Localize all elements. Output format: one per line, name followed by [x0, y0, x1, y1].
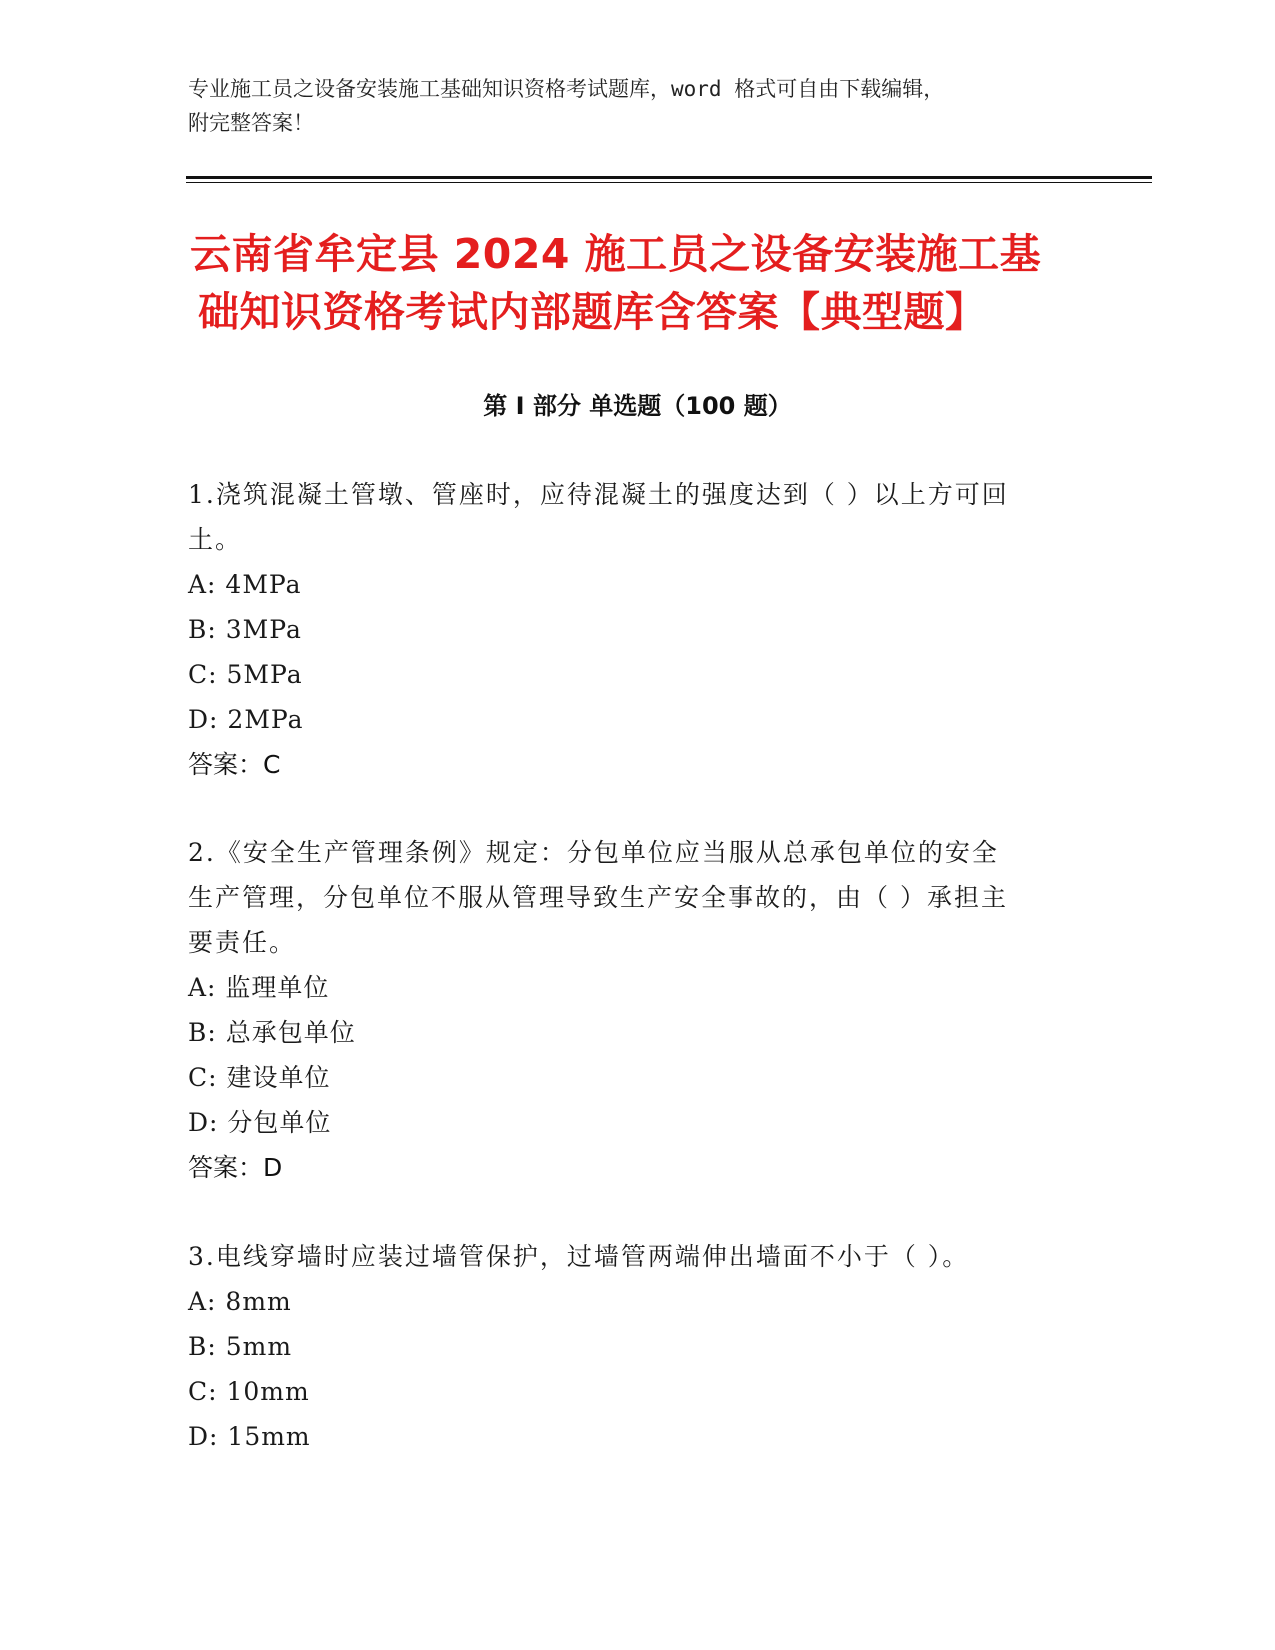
option-c: C: 5MPa	[188, 660, 303, 689]
header-divider-thick	[186, 176, 1152, 179]
question-stem: 1.浇筑混凝土管墩、管座时，应待混凝土的强度达到（ ）以上方可回	[188, 480, 1009, 509]
option-d: D: 分包单位	[188, 1108, 332, 1137]
option-a: A: 监理单位	[188, 973, 330, 1002]
answer: 答案：C	[188, 750, 281, 779]
document-title-line: 云南省牟定县 2024 施工员之设备安装施工基	[190, 230, 1042, 278]
option-b: B: 5mm	[188, 1332, 293, 1361]
question-stem: 要责任。	[188, 928, 297, 957]
question-stem: 2.《安全生产管理条例》规定：分包单位应当服从总承包单位的安全	[188, 838, 999, 867]
document-title-line: 础知识资格考试内部题库含答案【典型题】	[198, 288, 987, 336]
header-note	[188, 72, 1068, 140]
question-stem: 3.电线穿墙时应装过墙管保护，过墙管两端伸出墙面不小于（ ）。	[188, 1242, 970, 1271]
header-divider-thin	[186, 182, 1152, 183]
header-note-line: 专业施工员之设备安装施工基础知识资格考试题库，word 格式可自由下载编辑，	[188, 77, 945, 101]
option-c: C: 建设单位	[188, 1063, 331, 1092]
question-2	[188, 830, 1088, 1190]
question-3	[188, 1234, 1088, 1459]
option-b: B: 总承包单位	[188, 1018, 356, 1047]
header-note-line: 附完整答案！	[188, 111, 314, 135]
answer: 答案：D	[188, 1153, 283, 1182]
option-d: D: 2MPa	[188, 705, 304, 734]
question-1	[188, 472, 1088, 787]
question-stem: 生产管理，分包单位不服从管理导致生产安全事故的，由（ ）承担主	[188, 883, 1008, 912]
option-a: A: 4MPa	[188, 570, 302, 599]
option-c: C: 10mm	[188, 1377, 310, 1406]
option-b: B: 3MPa	[188, 615, 302, 644]
question-stem: 土。	[188, 525, 243, 554]
option-d: D: 15mm	[188, 1422, 311, 1451]
document-title	[190, 225, 1110, 341]
section-title: 第 I 部分 单选题（100 题）	[483, 392, 792, 420]
option-a: A: 8mm	[188, 1287, 292, 1316]
